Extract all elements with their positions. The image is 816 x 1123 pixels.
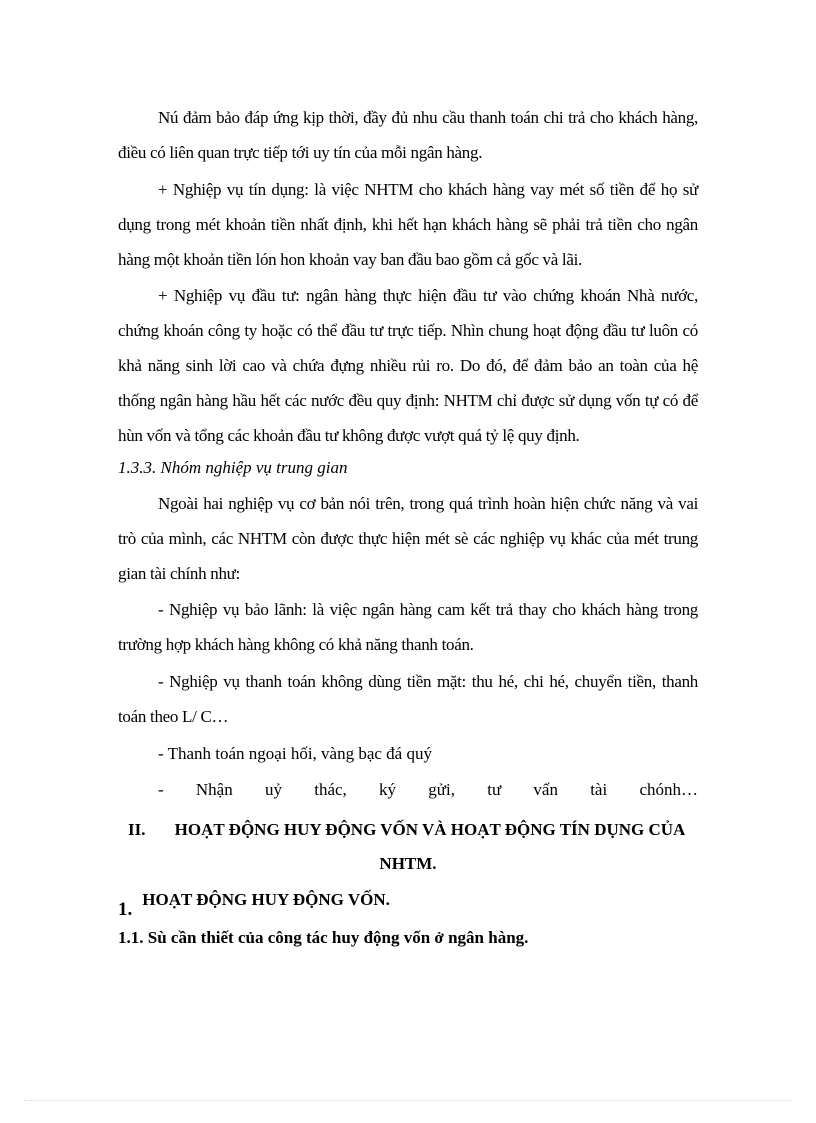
bullet-non-cash-payment: - Nghiệp vụ thanh toán không dùng tiền mặt: thu hé, chi hé, chuyển tiền, thanh toán theo L/ C… bbox=[118, 672, 698, 726]
heading-1 bbox=[118, 882, 390, 920]
bullet-foreign-exchange: - Thanh toán ngoại hối, vàng bạc đá quý bbox=[158, 744, 432, 763]
paragraph-investment-operation: + Nghiệp vụ đầu tư: ngân hàng thực hiện đầu tư vào chứng khoán Nhà nước, chứng khoán công ty hoặc có thể đầu tư trực tiếp. Nhìn chung hoạt động đầu tư luôn có khả năng sinh lời cao và chứa đựng nhiều rủi ro. Do đó, để đảm bảo an toàn của hệ thống ngân hàng hầu hết các nước đều quy định: NHTM chỉ được sử dụng vốn tự có để hùn vốn và tổng các khoản đầu tư không được vượt quá tỷ lệ quy định. bbox=[118, 286, 698, 445]
section-number: II. bbox=[128, 820, 146, 839]
heading-1-number: 1. bbox=[118, 899, 133, 920]
bullet-trust-services: - Nhận uỷ thác, ký gửi, tư vấn tài chónh… bbox=[158, 780, 698, 799]
footer-divider bbox=[24, 1100, 792, 1101]
paragraph-intermediary-intro: Ngoài hai nghiệp vụ cơ bản nói trên, trong quá trình hoàn hiện chức năng và vai trò của mình, các NHTM còn được thực hiện mét sè các nghiệp vụ khác của mét trung gian tài chính như: bbox=[118, 494, 698, 583]
bullet-guarantee: - Nghiệp vụ bảo lãnh: là việc ngân hàng cam kết trả thay cho khách hàng trong trường hợp khách hàng không có khả năng thanh toán. bbox=[118, 600, 698, 654]
paragraph-credit-operation: + Nghiệp vụ tín dụng: là việc NHTM cho khách hàng vay mét số tiền để họ sử dụng trong mét khoản tiền nhất định, khi hết hạn khách hàng sẽ phải trả tiền cho ngân hàng một khoản tiền lón hon khoản vay ban đầu bao gồm cả gốc và lãi. bbox=[118, 180, 698, 269]
subheading-intermediary: 1.3.3. Nhóm nghiệp vụ trung gian bbox=[118, 458, 348, 477]
paragraph-liquidity: Nú đảm bảo đáp ứng kịp thời, đầy đủ nhu cầu thanh toán chi trả cho khách hàng, điều có liên quan trực tiếp tới uy tín của mỗi ngân hàng. bbox=[118, 108, 698, 162]
section-title-line1: HOẠT ĐỘNG HUY ĐỘNG VỐN VÀ HOẠT ĐỘNG TÍN DỤNG CỦA bbox=[174, 820, 686, 839]
heading-1-title: HOẠT ĐỘNG HUY ĐỘNG VỐN. bbox=[142, 890, 390, 909]
section-title-line2: NHTM. bbox=[379, 854, 437, 873]
heading-1-1: 1.1. Sù cần thiết của công tác huy động vốn ở ngân hàng. bbox=[118, 928, 529, 947]
